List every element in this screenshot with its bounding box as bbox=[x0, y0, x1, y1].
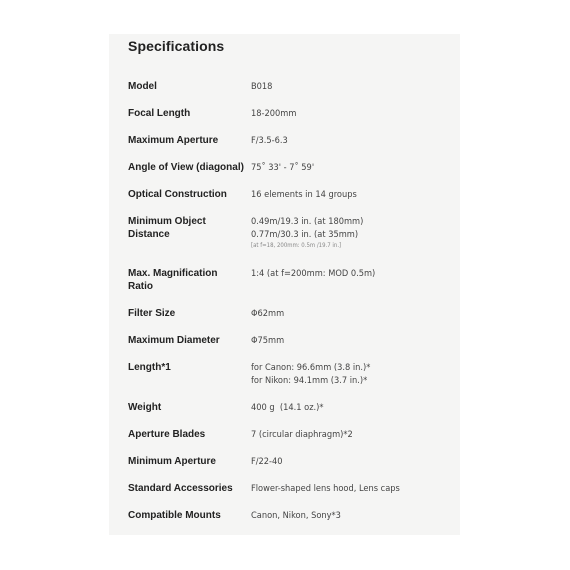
spec-value-line: 1:4 (at f=200mm: MOD 0.5m) bbox=[251, 268, 376, 279]
spec-label: Focal Length bbox=[128, 108, 191, 119]
spec-value bbox=[251, 215, 461, 251]
spec-value bbox=[251, 482, 461, 495]
spec-value-line: 7 (circular diaphragm)*2 bbox=[251, 429, 353, 440]
spec-label: Max. Magnification Ratio bbox=[128, 268, 218, 292]
spec-value-line: B018 bbox=[251, 81, 273, 92]
spec-value bbox=[251, 401, 461, 414]
spec-value bbox=[251, 509, 461, 522]
page-title: Specifications bbox=[128, 38, 225, 54]
spec-value bbox=[251, 267, 461, 280]
spec-label: Minimum Object Distance bbox=[128, 216, 206, 240]
spec-value-line: 75˚ 33' - 7˚ 59' bbox=[251, 162, 315, 173]
specifications-panel bbox=[109, 34, 460, 535]
spec-label: Filter Size bbox=[128, 308, 176, 319]
spec-value bbox=[251, 107, 461, 120]
spec-label: Aperture Blades bbox=[128, 429, 206, 440]
spec-label: Maximum Diameter bbox=[128, 335, 220, 346]
spec-value bbox=[251, 80, 461, 93]
spec-value-line: 0.77m/30.3 in. (at 35mm) bbox=[251, 229, 359, 240]
spec-value bbox=[251, 161, 461, 174]
spec-value-line: Flower-shaped lens hood, Lens caps bbox=[251, 483, 400, 494]
spec-value bbox=[251, 134, 461, 147]
spec-value-line: Φ75mm bbox=[251, 335, 285, 346]
spec-label: Compatible Mounts bbox=[128, 510, 221, 521]
spec-label: Minimum Aperture bbox=[128, 456, 216, 467]
spec-label: Weight bbox=[128, 402, 162, 413]
spec-value-line: 16 elements in 14 groups bbox=[251, 189, 357, 200]
spec-value bbox=[251, 428, 461, 441]
spec-value bbox=[251, 334, 461, 347]
spec-label: Maximum Aperture bbox=[128, 135, 219, 146]
spec-value-line: for Canon: 96.6mm (3.8 in.)* bbox=[251, 362, 371, 373]
spec-value-line: for Nikon: 94.1mm (3.7 in.)* bbox=[251, 375, 368, 386]
spec-label: Standard Accessories bbox=[128, 483, 233, 494]
spec-value-line: Canon, Nikon, Sony*3 bbox=[251, 510, 341, 521]
spec-value bbox=[251, 188, 461, 201]
spec-value-line: 18-200mm bbox=[251, 108, 297, 119]
spec-label: Angle of View (diagonal) bbox=[128, 162, 244, 173]
spec-value-line: Φ62mm bbox=[251, 308, 285, 319]
spec-value-line: 0.49m/19.3 in. (at 180mm) bbox=[251, 216, 364, 227]
spec-value-line: F/22-40 bbox=[251, 456, 283, 467]
spec-value-line: F/3.5-6.3 bbox=[251, 135, 288, 146]
spec-label: Optical Construction bbox=[128, 189, 227, 200]
spec-value bbox=[251, 361, 461, 387]
spec-value bbox=[251, 455, 461, 468]
spec-value-note: [at f=18, 200mm: 0.5m /19.7 in.] bbox=[251, 242, 342, 249]
spec-value-line: 400 g (14.1 oz.)* bbox=[251, 402, 324, 413]
spec-label: Model bbox=[128, 81, 157, 92]
spec-value bbox=[251, 307, 461, 320]
spec-label: Length*1 bbox=[128, 362, 171, 373]
